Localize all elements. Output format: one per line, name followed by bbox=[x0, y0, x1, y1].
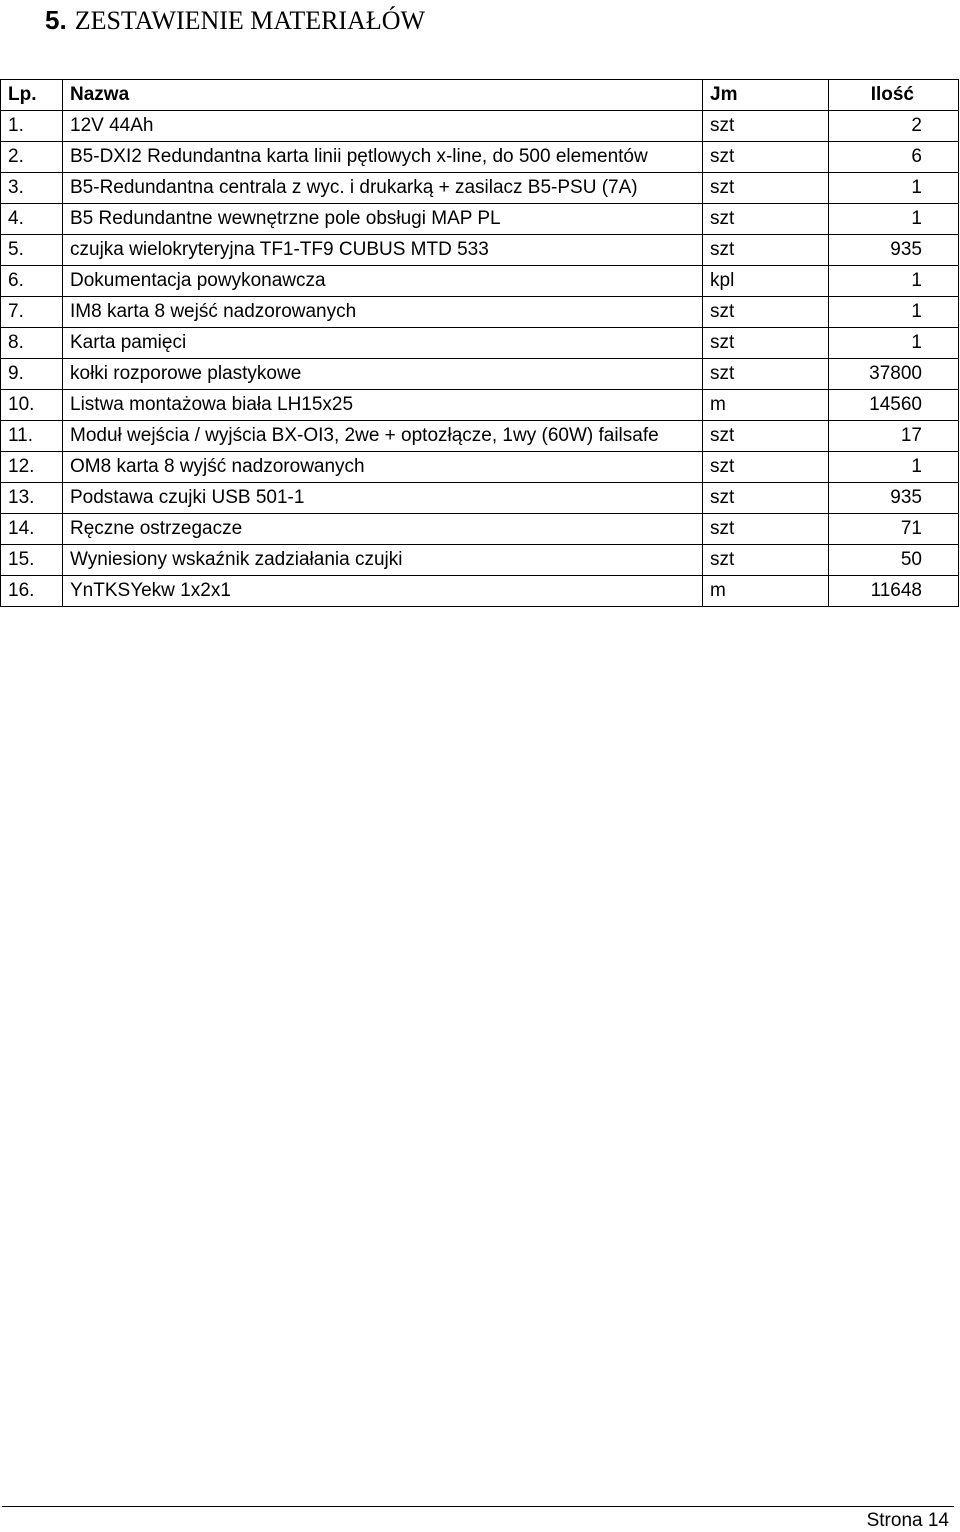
cell-lp: 15. bbox=[1, 545, 63, 576]
cell-lp: 16. bbox=[1, 576, 63, 607]
page-title bbox=[45, 4, 425, 37]
footer-divider bbox=[2, 1506, 954, 1507]
cell-name: YnTKSYekw 1x2x1 bbox=[63, 576, 703, 607]
cell-lp: 5. bbox=[1, 235, 63, 266]
cell-qty: 1 bbox=[829, 297, 959, 328]
cell-unit: szt bbox=[703, 142, 829, 173]
cell-unit: szt bbox=[703, 111, 829, 142]
cell-name: B5-Redundantna centrala z wyc. i drukarką + zasilacz B5-PSU (7A) bbox=[63, 173, 703, 204]
materials-table bbox=[0, 79, 959, 607]
cell-qty: 1 bbox=[829, 173, 959, 204]
cell-qty: 1 bbox=[829, 204, 959, 235]
cell-lp: 8. bbox=[1, 328, 63, 359]
cell-qty: 1 bbox=[829, 266, 959, 297]
cell-lp: 7. bbox=[1, 297, 63, 328]
cell-lp: 4. bbox=[1, 204, 63, 235]
cell-name: OM8 karta 8 wyjść nadzorowanych bbox=[63, 452, 703, 483]
cell-qty: 37800 bbox=[829, 359, 959, 390]
cell-name: kołki rozporowe plastykowe bbox=[63, 359, 703, 390]
cell-unit: szt bbox=[703, 235, 829, 266]
cell-unit: szt bbox=[703, 328, 829, 359]
section-title: ZESTAWIENIE MATERIAŁÓW bbox=[74, 6, 426, 35]
table-row bbox=[1, 328, 959, 359]
table-row bbox=[1, 111, 959, 142]
cell-name: Listwa montażowa biała LH15x25 bbox=[63, 390, 703, 421]
cell-name: Dokumentacja powykonawcza bbox=[63, 266, 703, 297]
cell-unit: szt bbox=[703, 452, 829, 483]
cell-name: Ręczne ostrzegacze bbox=[63, 514, 703, 545]
cell-name: B5 Redundantne wewnętrzne pole obsługi MAP PL bbox=[63, 204, 703, 235]
table-header-row bbox=[1, 80, 959, 111]
cell-qty: 2 bbox=[829, 111, 959, 142]
table-row bbox=[1, 483, 959, 514]
cell-lp: 3. bbox=[1, 173, 63, 204]
cell-lp: 13. bbox=[1, 483, 63, 514]
section-number: 5. bbox=[45, 5, 67, 35]
table-row bbox=[1, 235, 959, 266]
cell-qty: 935 bbox=[829, 235, 959, 266]
cell-name: Karta pamięci bbox=[63, 328, 703, 359]
table-row bbox=[1, 266, 959, 297]
table-row bbox=[1, 452, 959, 483]
cell-unit: szt bbox=[703, 514, 829, 545]
cell-lp: 2. bbox=[1, 142, 63, 173]
cell-qty: 1 bbox=[829, 452, 959, 483]
table-body bbox=[1, 111, 959, 607]
cell-name: 12V 44Ah bbox=[63, 111, 703, 142]
cell-qty: 50 bbox=[829, 545, 959, 576]
cell-qty: 17 bbox=[829, 421, 959, 452]
cell-unit: szt bbox=[703, 421, 829, 452]
header-lp: Lp. bbox=[1, 80, 63, 111]
table-row bbox=[1, 204, 959, 235]
cell-unit: m bbox=[703, 576, 829, 607]
table-row bbox=[1, 297, 959, 328]
cell-name: B5-DXI2 Redundantna karta linii pętlowych x-line, do 500 elementów bbox=[63, 142, 703, 173]
cell-unit: szt bbox=[703, 204, 829, 235]
cell-unit: szt bbox=[703, 483, 829, 514]
header-name: Nazwa bbox=[63, 80, 703, 111]
cell-qty: 71 bbox=[829, 514, 959, 545]
table-row bbox=[1, 359, 959, 390]
cell-unit: szt bbox=[703, 359, 829, 390]
table-row bbox=[1, 545, 959, 576]
cell-unit: szt bbox=[703, 297, 829, 328]
cell-name: czujka wielokryteryjna TF1-TF9 CUBUS MTD 533 bbox=[63, 235, 703, 266]
table-row bbox=[1, 390, 959, 421]
cell-unit: m bbox=[703, 390, 829, 421]
table-row bbox=[1, 142, 959, 173]
cell-lp: 12. bbox=[1, 452, 63, 483]
cell-name: Wyniesiony wskaźnik zadziałania czujki bbox=[63, 545, 703, 576]
cell-lp: 10. bbox=[1, 390, 63, 421]
header-qty: Ilość bbox=[829, 80, 959, 111]
cell-qty: 14560 bbox=[829, 390, 959, 421]
cell-qty: 1 bbox=[829, 328, 959, 359]
table-row bbox=[1, 173, 959, 204]
cell-qty: 6 bbox=[829, 142, 959, 173]
cell-lp: 1. bbox=[1, 111, 63, 142]
cell-qty: 935 bbox=[829, 483, 959, 514]
cell-qty: 11648 bbox=[829, 576, 959, 607]
table-row bbox=[1, 576, 959, 607]
cell-unit: szt bbox=[703, 173, 829, 204]
cell-lp: 14. bbox=[1, 514, 63, 545]
page-number: Strona 14 bbox=[866, 1510, 949, 1531]
cell-name: Podstawa czujki USB 501-1 bbox=[63, 483, 703, 514]
table-row bbox=[1, 421, 959, 452]
cell-lp: 9. bbox=[1, 359, 63, 390]
cell-lp: 11. bbox=[1, 421, 63, 452]
table-row bbox=[1, 514, 959, 545]
cell-unit: szt bbox=[703, 545, 829, 576]
cell-name: IM8 karta 8 wejść nadzorowanych bbox=[63, 297, 703, 328]
header-unit: Jm bbox=[703, 80, 829, 111]
cell-unit: kpl bbox=[703, 266, 829, 297]
cell-name: Moduł wejścia / wyjścia BX-OI3, 2we + optozłącze, 1wy (60W) failsafe bbox=[63, 421, 703, 452]
cell-lp: 6. bbox=[1, 266, 63, 297]
